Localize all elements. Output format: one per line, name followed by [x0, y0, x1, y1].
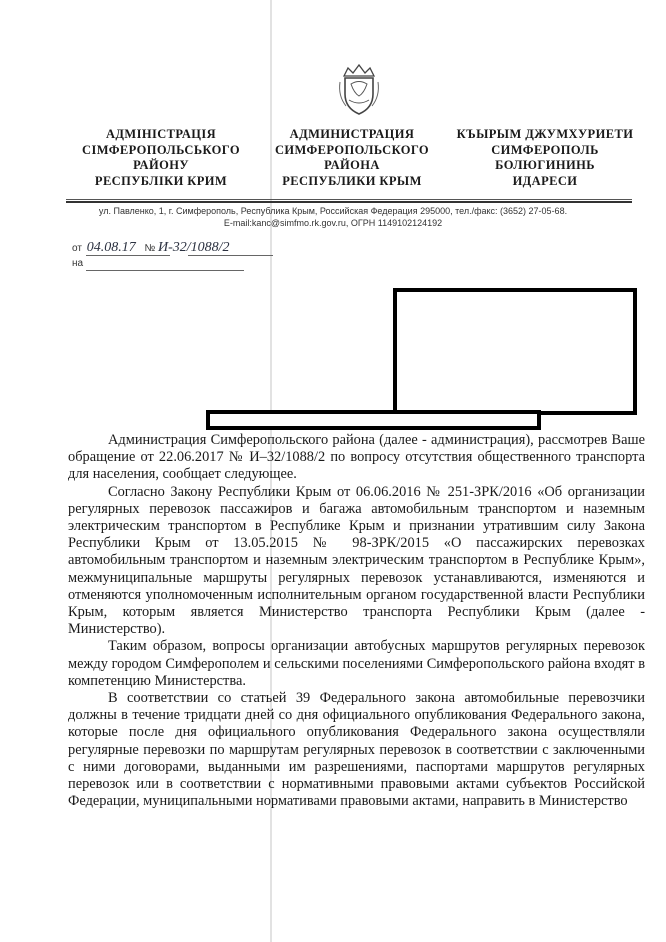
from-label: от — [72, 243, 82, 254]
addressee-redaction — [393, 288, 637, 415]
date-underline — [86, 255, 170, 256]
paragraph: Согласно Закону Республики Крым от 06.06.2016 № 251-ЗРК/2016 «Об организации регулярных перевозок пассажиров и багажа автомобильным транспортом и наземным электрическим транспортом в Республике Крым и признании утратившим силу Закона Республики Крым от 13.05.2015 № 98-ЗРК/2015 «О пассажирских перевозках автомобильным транспортом и наземным электрическим транспортом в Республике Крым», межмуниципальные маршруты регулярных перевозок устанавливаются, изменяются и отменяются уполномоченным исполнительным органом государственной власти Республики Крым, которым является Министерство транспорта Республики Крым (далее - Министерство). — [68, 483, 645, 638]
incoming-underline — [86, 270, 244, 271]
paragraph: В соответствии со статьей 39 Федерального закона автомобильные перевозчики должны в течение тридцати дней со дня официального опубликования Федерального закона, которые после дня официального опубликования Федерального закона осуществляли регулярные перевозки по маршрутам регулярных перевозок в соответствии с заключенными с ними договорами, выданными им разрешениями, паспортами маршрутов регулярных перевозок или в соответствии с нормативными правовыми актами субъектов Российской Федерации, муниципальными нормативами правовыми актами, направить в Министерство — [68, 690, 645, 810]
paragraph: Таким образом, вопросы организации автобусных маршрутов регулярных перевозок между городом Симферополем и сельскими поселениями Симферопольского района входят в компетенцию Министерства. — [68, 638, 645, 689]
header-line: СИМФЕРОПОЛЬСКОГО — [274, 142, 430, 157]
header-line: РЕСПУБЛІКИ КРИМ — [94, 173, 228, 188]
header-ukrainian — [72, 127, 250, 189]
header-line: РАЙОНУ — [133, 158, 189, 172]
header-line: СИМФЕРОПОЛЬ — [491, 142, 599, 157]
header-line: РАЙОНА — [324, 158, 380, 172]
handwritten-number: И-32/1088/2 — [158, 240, 230, 255]
header-crimean-tatar — [450, 127, 640, 189]
header-divider — [66, 201, 632, 203]
handwritten-date: 04.08.17 — [86, 240, 136, 255]
outgoing-ref — [72, 240, 230, 256]
on-label: на — [72, 258, 84, 269]
incoming-ref — [72, 258, 83, 269]
crimea-coat-of-arms-icon — [336, 62, 382, 118]
header-line: БОЛЮГИНИНЬ — [495, 158, 595, 172]
letter-body — [68, 432, 645, 810]
header-line: АДМІНІСТРАЦІЯ — [105, 127, 217, 141]
header-line: ИДАРЕСИ — [512, 173, 578, 188]
paragraph: Администрация Симферопольского района (далее - администрация), рассмотрев Ваше обращение от 22.06.2017 № И–32/1088/2 по вопросу отсутствия общественного транспорта для населения, сообщает следующее. — [68, 432, 645, 483]
address-line: ул. Павленко, 1, г. Симферополь, Республика Крым, Российская Федерация 295000, тел./факс: (3652) 27-05-68. — [98, 206, 568, 216]
number-underline — [188, 255, 273, 256]
header-russian — [262, 127, 442, 189]
contacts-line: E-mail:kanc@simfmo.rk.gov.ru, ОГРН 1149102124192 — [223, 218, 443, 228]
header-line: КЪЫРЫМ ДЖУМХУРИЕТИ — [456, 127, 634, 141]
header-divider — [66, 199, 632, 200]
addressee-redaction-bar — [206, 410, 541, 430]
header-line: СІМФЕРОПОЛЬСЬКОГО — [82, 142, 240, 157]
number-label: № — [144, 243, 156, 254]
header-line: РЕСПУБЛИКИ КРЫМ — [282, 173, 422, 188]
header-line: АДМИНИСТРАЦИЯ — [289, 127, 415, 141]
